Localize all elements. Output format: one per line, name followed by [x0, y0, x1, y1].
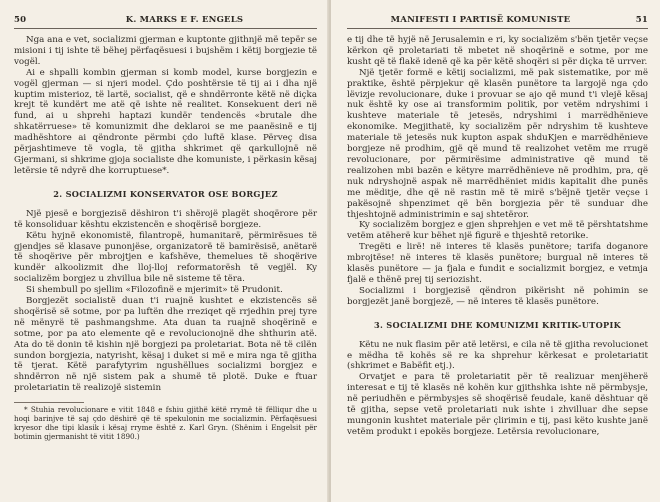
- right-paragraph-1: e tij dhe të hyjë në Jerusalemin e ri, ky socializëm s'bën tjetër veçse kërkon që proletariati të mbetet në shoqërinë e sotme, por me kusht që të flakë idenë që ka për këtë shoqëri si për diçka të urrver.: [347, 35, 648, 67]
- left-page-header: [14, 14, 317, 27]
- right-paragraph-4: Tregëti e lirë! në interes të klasës punëtore; tarifa doganore mbrojtëse! në interes të klasës punëtore; burgual në interes të klasës punëtore — ja fjala e fundit e socializmit borgjez, e vetmja fjalë e thënë prej tij seriozisht.: [347, 242, 648, 285]
- left-paragraph-4: Këtu hyjnë ekonomistë, filantropë, humanitarë, përmirësues të gjendjes së klasave punonjëse, organizatorë të bamirësisë, anëtarë të shoqërive për mbrojtjen e kafshëve, themelues të shoqërive kundër alkoolizmit dhe lloj-lloj reformatorësh të vegjël. Ky socializëm borgjez u zhvillua bile në sisteme të tëra.: [14, 230, 317, 285]
- left-section-title: 2. SOCIALIZMI KONSERVATOR OSE BORGJEZ: [53, 188, 278, 199]
- right-paragraph-2: Një tjetër formë e këtij socializmi, më pak sistematike, por më praktike, është përpjekur që klasën punëtore ta largojë nga çdo lëvizje revolucionare, duke i provuar se ajo që mund t'i vlejë kësaj nuk është ky ose ai transformim politik, por vetëm ndryshimi i kushteve materiale të jetesës, ndryshimi i marrëdhënieve ekonomike. Megjithatë, ky socializëm për ndryshim të kushteve materiale të jetesës nuk kupton aspak shduKjen e marrëdhënieve borgjeze në prodhim, gjë që mund të realizohet vetëm me rrugë revolucionare, por përmirësime administrative që mund të realizohen mbi bazën e këtyre marrëdhënieve në prodhim, pra, që nuk ndryshojnë aspak në marrëdhëniet midis kapitalit dhe punës me mëditje, dhe që në rastin më të mirë s'bëjnë tjetër veçse i pakësojnë shpenzimet që bën borgjezia për të sunduar dhe thjeshtojnë administrimin e saj shtetëror.: [347, 67, 648, 220]
- footnote-rule: [14, 402, 84, 403]
- left-page-number: 50: [14, 15, 27, 25]
- right-header-rule: [347, 28, 648, 29]
- left-page: [0, 0, 329, 502]
- left-paragraph-1: Nga ana e vet, socializmi gjerman e kuptonte gjithnjë më tepër se misioni i tij ishte të bëhej përfaqësuesi i bujshëm i këtij borgjezie të vogël.: [14, 35, 317, 67]
- right-paragraph-6: Këtu ne nuk flasim për atë letërsi, e cila në të gjitha revolucionet e mëdha të kohës së re ka shprehur kërkesat e proletariatit (shkrimet e Babëfit etj.).: [347, 339, 648, 372]
- left-header-rule: [14, 28, 317, 29]
- right-page-content: [347, 14, 648, 496]
- left-paragraph-6: Borgjezët socialistë duan t'i ruajnë kushtet e ekzistencës së shoqërisë së sotme, por pa luftën dhe rreziqet që rrjedhin prej tyre në mënyrë të pashmangshme. Ata duan ta ruajnë shoqërinë e sotme, por pa ato elemente që e revolucionojnë dhe shthurin atë. Ata do të donin të kishin një borgjezi pa proletariat. Bota në të cilën sundon borgjezia, natyrisht, kësaj i duket si më e mira nga të gjitha të tjerat. Këtë parafytyrim ngushëllues socializmi borgjez e shndërron në një sistem pak a shumë të plotë. Duke e ftuar proletariatin të realizojë sistemin: [14, 296, 317, 394]
- left-page-content: [14, 14, 317, 496]
- right-section-title: 3. SOCIALIZMI DHE KOMUNIZMI KRITIK-UTOPIK: [374, 319, 621, 330]
- left-paragraph-5: Si shembull po sjellim «Filozofinë e mjerimit» të Prudonit.: [26, 285, 283, 296]
- right-paragraph-3: Ky socializëm borgjez e gjen shprehjen e vet më të përshtatshme vetëm atëherë kur bëhet një figurë e thjeshtë retorike.: [347, 220, 648, 242]
- right-paragraph-7: Orvatjet e para të proletariatit për të realizuar menjëherë interesat e tij të klasës në kohën kur gjithshka ishte në përmbysje, në periudhën e përmbysjes së shoqërisë feudale, kanë dështuar që të gjitha, sepse vetë proletariati nuk ishte i zhvilluar dhe sepse mungonin kushtet materiale për çlirimin e tij, pasi këto kushte janë vetëm produkt i epokës borgjeze. Letërsia revolucionare,: [347, 372, 648, 437]
- left-paragraph-2: Ai e shpalli kombin gjerman si komb model, kurse borgjezin e vogël gjerman — si njeri model. Çdo poshtërsie të tij ai i dha një kuptim misterioz, të lartë, socialist, që e shndërronte këtë në diçka krejt të kundërt me atë që ishte në realitet. Konsekuent deri në fund, ai u shprehi haptazi kundër tendencës «brutale dhe shkatërruese» të komunizmit dhe deklaroi se me paanësinë e tij madhështore ai qëndronte përmbi çdo luftë klase. Përveç disa përjashtimeve të vogla, të gjitha shkrimet që qarkullojnë në Gjermani, si shkrime gjoja socialiste dhe komuniste, i përkasin kësaj letërsie të ndyrë dhe korruptuese*.: [14, 67, 317, 176]
- left-footnote: * Stuhia revolucionare e vitit 1848 e fshiu gjithë këtë rrymë të fëlliqur dhe u hoqi barinjve të saj çdo dëshirë që të spekulonin me socializmin. Përfaqësuesi kryesor dhe tipi klasik i kësaj rryme është z. Karl Gryn. (Shënim i Engelsit për botimin gjermanisht të vitit 1890.): [14, 405, 317, 441]
- right-running-head: MANIFESTI I PARTISË KOMUNISTE: [390, 15, 571, 25]
- left-paragraph-3: Një pjesë e borgjezisë dëshiron t'i shërojë plagët shoqërore për të konsoliduar kështu ekzistencën e shoqërisë borgjeze.: [14, 208, 317, 230]
- right-page-number: 51: [635, 15, 648, 25]
- right-page: [331, 0, 660, 502]
- right-page-header: [347, 14, 648, 27]
- right-paragraph-5: Socializmi i borgjezisë qëndron pikërisht në pohimin se borgjezët janë borgjezë, — në interes të klasës punëtore.: [347, 285, 648, 307]
- left-running-head: K. MARKS E F. ENGELS: [125, 15, 244, 25]
